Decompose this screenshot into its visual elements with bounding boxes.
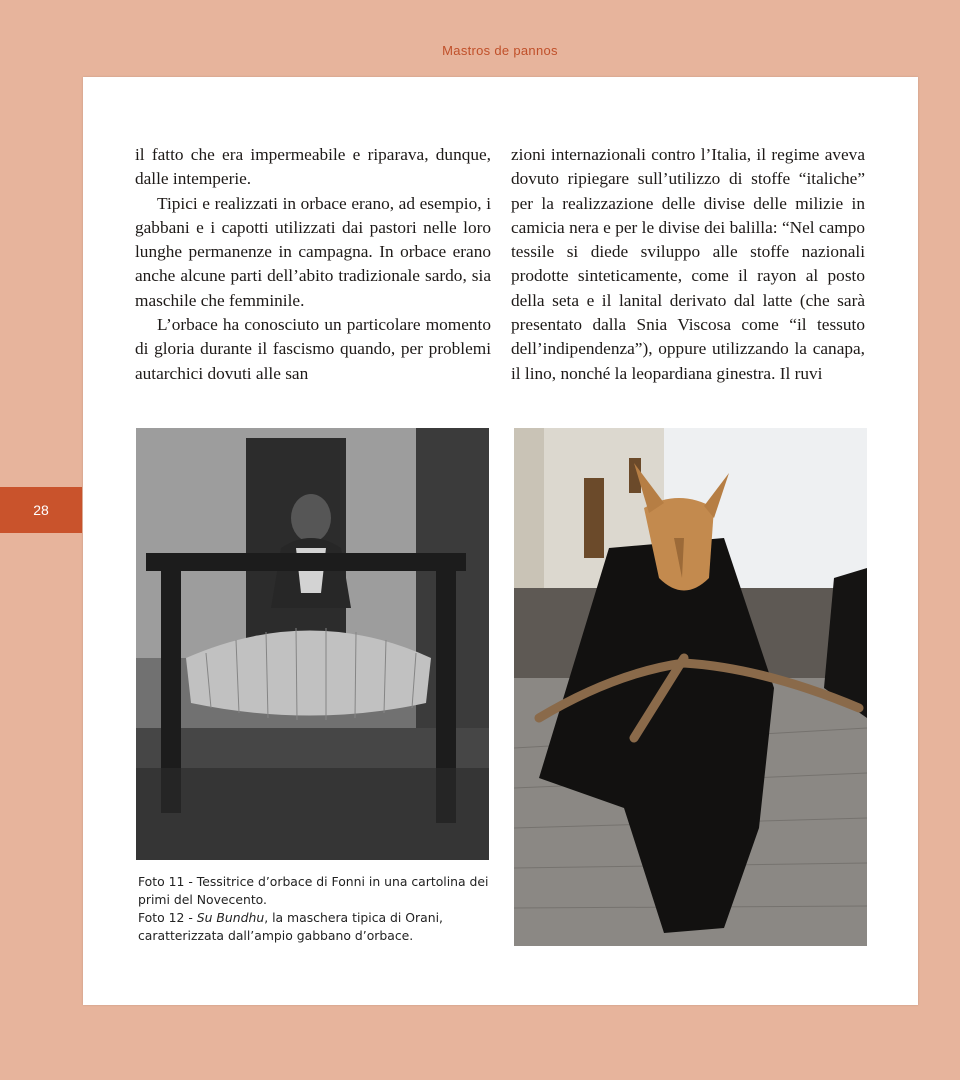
caption-foto-12 <box>138 909 493 945</box>
paragraph: Tipici e realizzati in orbace erano, ad esempio, i gabbani e i capotti utilizzati dai pastori nelle loro lunghe permanenze in campagna. In orbace erano anche alcune parti dell’abito tradizionale sardo, sia maschile che femminile. <box>135 193 491 310</box>
caption-foto-11: Foto 11 - Tessitrice d’orbace di Fonni in una cartolina dei primi del Novecento. <box>138 874 489 907</box>
text-column-left <box>135 143 491 386</box>
weaver-loom-illustration <box>136 428 489 860</box>
photo-captions <box>138 873 493 945</box>
su-bundhu-illustration <box>514 428 867 946</box>
book-page <box>83 77 918 1005</box>
paragraph: zioni internazionali contro l’Italia, il regime aveva dovuto ripiegare sull’utilizzo di stoffe “italiche” per la realizzazione delle divise delle milizie in camicia nera e per le divise dei balilla: “Nel campo tessile si diede sviluppo alle stoffe nazionali prodotte sinteticamente, come il rayon al posto della seta e il lanital derivato dal latte (che sarà presentato dalla Snia Viscosa come “il tessuto dell’indipendenza”), oppure utilizzando la canapa, il lino, nonché la leopardiana ginestra. Il ruvi <box>511 145 865 383</box>
photo-su-bundhu-mask <box>514 428 867 946</box>
text-column-right <box>511 143 865 386</box>
photo-weaver-at-loom <box>136 428 489 860</box>
paragraph: il fatto che era impermeabile e riparava, dunque, dalle intemperie. <box>135 145 491 189</box>
caption-foto-12-label: Foto 12 - <box>138 910 197 925</box>
running-head: Mastros de pannos <box>442 43 558 58</box>
page-number: 28 <box>0 487 82 533</box>
paragraph: L’orbace ha conosciuto un particolare momento di gloria durante il fascismo quando, per problemi autarchici dovuti alle san <box>135 315 491 383</box>
caption-foto-12-title: Su Bundhu <box>196 910 265 925</box>
caption-foto-12-text: , la maschera tipica di Orani, caratterizzata dall’ampio gabbano d’orbace. <box>138 910 443 943</box>
